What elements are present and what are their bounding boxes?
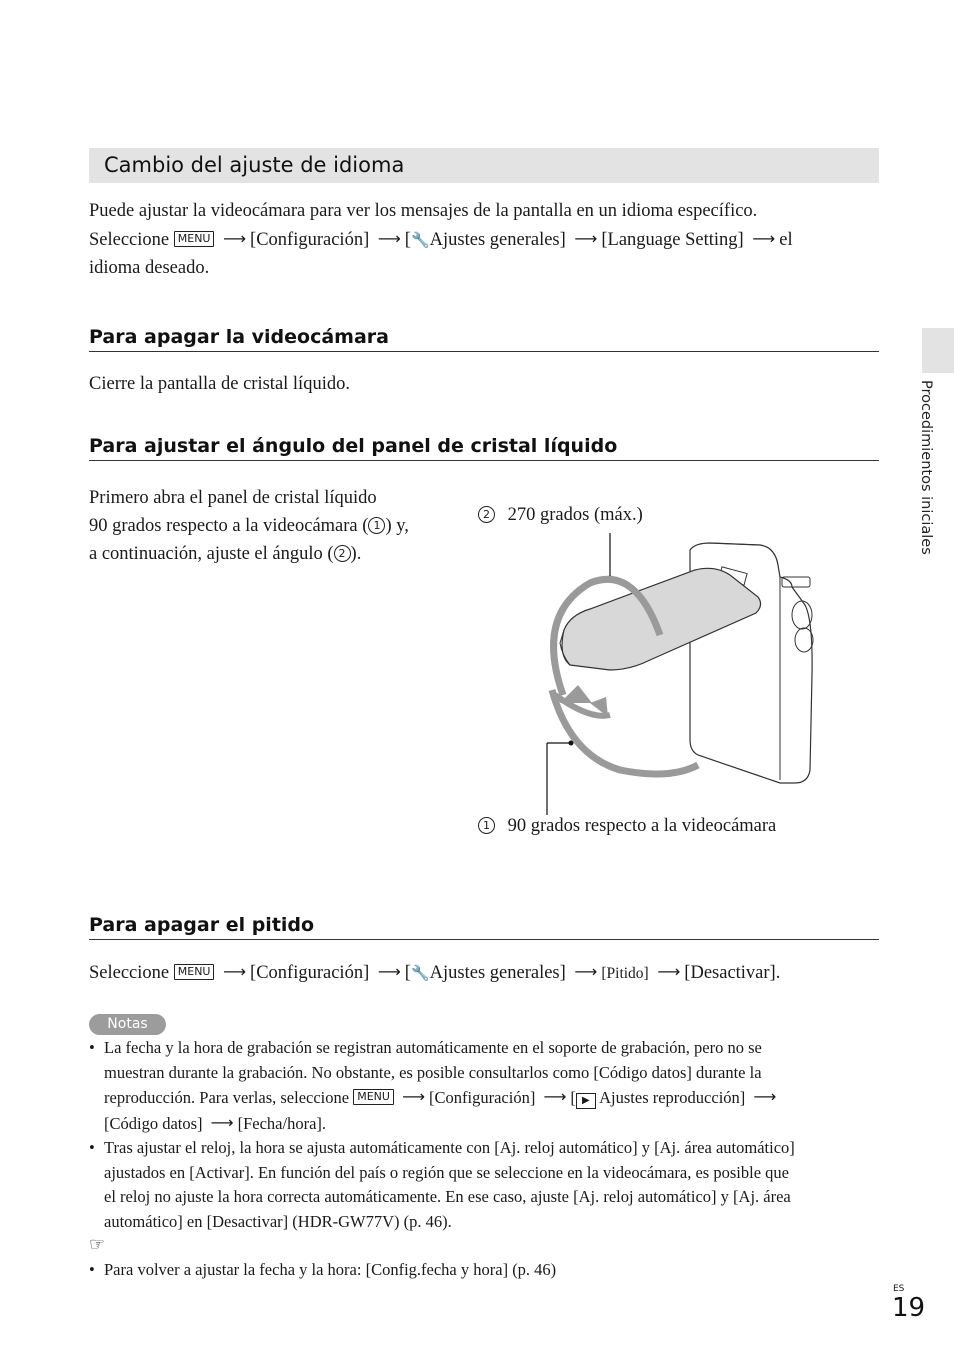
power-off-heading: Para apagar la videocámara [89,326,879,352]
angle-heading: Para ajustar el ángulo del panel de cristal líquido [89,435,879,461]
arrow-icon: ⟶ [402,1087,426,1106]
menu-key: MENU [174,231,215,247]
camcorder-illustration [530,525,830,825]
page-language: ES [893,1284,905,1294]
language-line-3: idioma deseado. [89,258,210,278]
arrow-icon: ⟶ [574,229,598,248]
step-1-badge: 1 [368,517,385,534]
wrench-icon: 🔧 [410,231,430,249]
section-header [89,148,879,183]
tip-list [89,1258,879,1283]
arrow-icon: ⟶ [543,1087,567,1106]
wrench-icon: 🔧 [410,964,430,982]
language-paragraph [89,197,879,282]
side-tab [922,328,954,373]
notes-badge: Notas [89,1014,166,1035]
language-line-1: Puede ajustar la videocámara para ver los mensajes de la pantalla en un idioma específico. [89,201,758,221]
notes-list [89,1036,879,1234]
label-90: 1 90 grados respecto a la videocámara [478,816,776,837]
tip-icon: ☞ [89,1234,106,1255]
menu-key: MENU [353,1089,394,1105]
menu-key: MENU [174,964,215,980]
arrow-icon: ⟶ [210,1112,234,1132]
note-item: • La fecha y la hora de grabación se registran automáticamente en el soporte de grabación, pero no se muestran durante la grabación. No obstante, es posible consultarlos como [Código datos] durante la reproducción. Para verlas, seleccione MENU ⟶ [Configuración] ⟶ [ ▶ Ajustes reproducción] ⟶ [Código datos] ⟶ [Fecha/hora]. [89,1036,879,1136]
tip-item: • Para volver a ajustar la fecha y la hora: [Config.fecha y hora] (p. 46) [89,1258,879,1283]
language-line-2: Seleccione MENU ⟶ [Configuración] ⟶ [🔧Ajustes generales] ⟶ [Language Setting] ⟶ el [89,229,793,250]
arrow-icon: ⟶ [574,962,598,981]
note-item: • Tras ajustar el reloj, la hora se ajusta automáticamente con [Aj. reloj automático] y [Aj. área automático] ajustados en [Activar]. En función del país o región que se seleccione en la videocámara, es posible que el reloj no ajuste la hora correcta automáticamente. En ese caso, ajuste [Aj. reloj automático] y [Aj. área automático] en [Desactivar] (HDR-GW77V) (p. 46). [89,1136,879,1234]
beep-paragraph: Seleccione MENU ⟶ [Configuración] ⟶ [🔧Ajustes generales] ⟶ [Pitido] ⟶ [Desactivar]. [89,962,781,983]
label-270: 2 270 grados (máx.) [478,505,643,526]
power-off-text: Cierre la pantalla de cristal líquido. [89,374,350,394]
arrow-icon: ⟶ [377,229,401,248]
arrow-icon: ⟶ [223,229,247,248]
playback-icon: ▶ [576,1093,596,1109]
angle-paragraph: Primero abra el panel de cristal líquido 90 grados respecto a la videocámara ( 1 ) y, a continuación, ajuste el ángulo ( 2 ). [89,488,409,564]
arrow-icon: ⟶ [223,962,247,981]
page-number: 19 [892,1293,926,1323]
beep-heading: Para apagar el pitido [89,914,879,940]
arrow-icon: ⟶ [657,962,681,981]
arrow-icon: ⟶ [752,229,776,248]
arrow-icon: ⟶ [377,962,401,981]
arrow-icon: ⟶ [753,1087,777,1106]
section-title: Cambio del ajuste de idioma [104,153,405,177]
step-2-badge: 2 [334,545,351,562]
side-tab-label: Procedimientos iniciales [918,380,934,555]
